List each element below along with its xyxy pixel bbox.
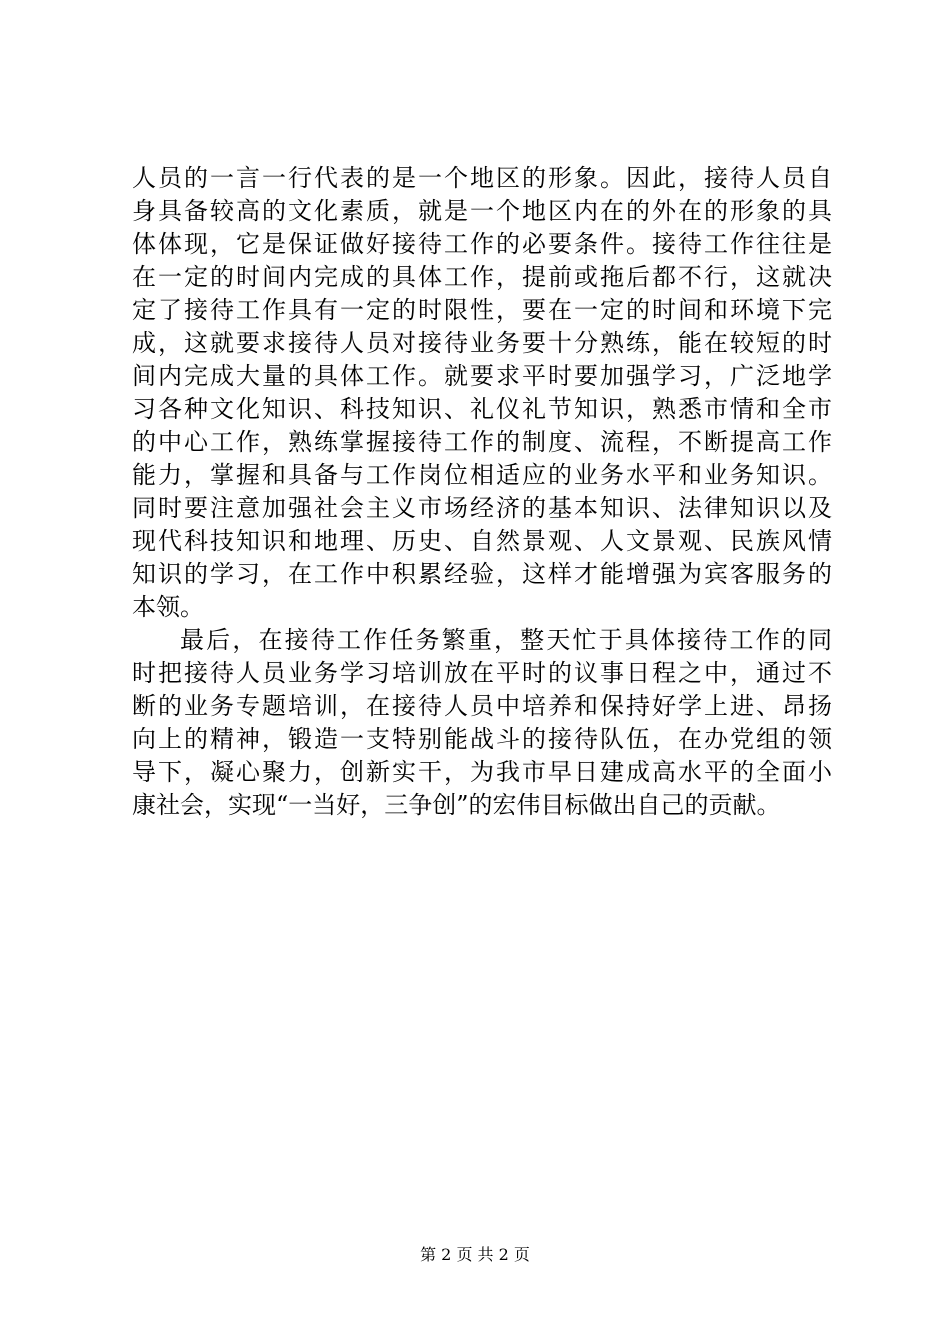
text-line: 同时要注意加强社会主义市场经济的基本知识、法律知识以及 bbox=[132, 494, 832, 522]
text-line: 的中心工作，熟练掌握接待工作的制度、流程，不断提高工作 bbox=[132, 428, 832, 456]
text-line: 本领。 bbox=[132, 593, 204, 621]
page-number-footer: 第 2 页 共 2 页 bbox=[420, 1245, 530, 1264]
text-line: 导下，凝心聚力，创新实干，为我市早日建成高水平的全面小 bbox=[132, 758, 832, 786]
text-line: 最后，在接待工作任务繁重，整天忙于具体接待工作的同 bbox=[180, 626, 832, 654]
text-line: 知识的学习，在工作中积累经验，这样才能增强为宾客服务的 bbox=[132, 560, 832, 588]
text-line: 间内完成大量的具体工作。就要求平时要加强学习，广泛地学 bbox=[132, 362, 832, 390]
text-line: 康社会，实现“一当好，三争创”的宏伟目标做出自己的贡献。 bbox=[132, 791, 781, 819]
text-line: 成，这就要求接待人员对接待业务要十分熟练，能在较短的时 bbox=[132, 329, 832, 357]
text-line: 定了接待工作具有一定的时限性，要在一定的时间和环境下完 bbox=[132, 296, 832, 324]
text-line: 现代科技知识和地理、历史、自然景观、人文景观、民族风情 bbox=[132, 527, 832, 555]
text-line: 时把接待人员业务学习培训放在平时的议事日程之中，通过不 bbox=[132, 659, 832, 687]
text-line: 体体现，它是保证做好接待工作的必要条件。接待工作往往是 bbox=[132, 230, 832, 258]
text-line: 人员的一言一行代表的是一个地区的形象。因此，接待人员自 bbox=[132, 164, 832, 192]
text-line: 习各种文化知识、科技知识、礼仪礼节知识，熟悉市情和全市 bbox=[132, 395, 832, 423]
text-line: 断的业务专题培训，在接待人员中培养和保持好学上进、昂扬 bbox=[132, 692, 832, 720]
text-line: 能力，掌握和具备与工作岗位相适应的业务水平和业务知识。 bbox=[132, 461, 832, 489]
text-line: 向上的精神，锻造一支特别能战斗的接待队伍，在办党组的领 bbox=[132, 725, 832, 753]
text-line: 身具备较高的文化素质，就是一个地区内在的外在的形象的具 bbox=[132, 197, 832, 225]
text-line: 在一定的时间内完成的具体工作，提前或拖后都不行，这就决 bbox=[132, 263, 832, 291]
document-body bbox=[132, 162, 832, 822]
